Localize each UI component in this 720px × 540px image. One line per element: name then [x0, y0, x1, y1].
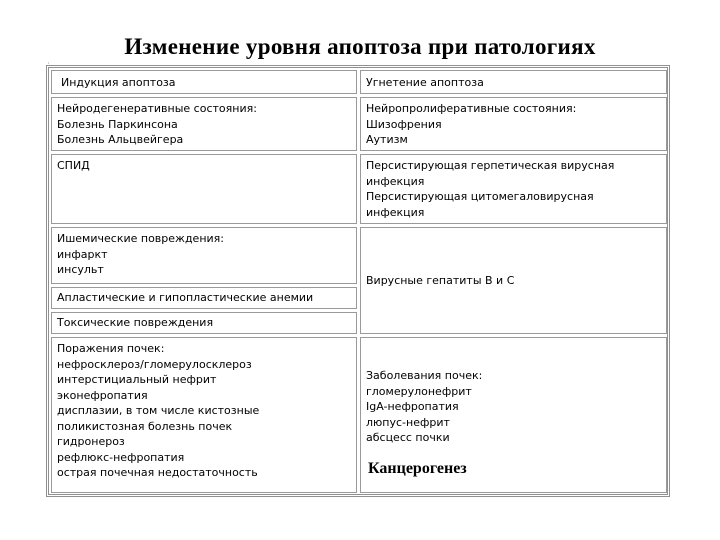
row-neuroproliferative — [360, 97, 667, 151]
header-inhibition — [360, 70, 667, 94]
apoptosis-table — [46, 65, 670, 497]
cell-line: поликистозная болезнь почек — [57, 419, 233, 433]
cell-line: интерстициальный нефрит — [57, 373, 217, 386]
row-persistent-infections — [360, 154, 667, 224]
cell-line: Аутизм — [366, 133, 408, 146]
cell-line: Нейродегенеративные состояния: — [57, 102, 257, 115]
cell-line: Нейропролиферативные состояния: — [366, 102, 577, 115]
cell-line: инфаркт — [57, 247, 108, 261]
row-viral-hepatitis — [360, 227, 667, 334]
header-induction-label: Индукция апоптоза — [61, 76, 176, 89]
cell-line: инсульт — [57, 263, 104, 276]
header-inhibition-label: Угнетение апоптоза — [366, 76, 484, 89]
corner-mark: ′ — [48, 62, 50, 69]
cell-line: IgA-нефропатия — [366, 400, 459, 413]
cell-line: нефросклероз/гломерулосклероз — [57, 357, 252, 371]
row-ischemic — [51, 227, 357, 284]
cell-line: Персистирующая герпетическая вирусная — [366, 159, 615, 172]
cell-line: инфекция — [366, 174, 425, 188]
cell-line: эконефропатия — [57, 388, 148, 402]
row-kidney-lesions — [51, 337, 357, 493]
header-induction — [51, 70, 357, 94]
cell-line: инфекция — [366, 205, 425, 219]
cell-line: гломерулонефрит — [366, 384, 472, 398]
cell-line: Поражения почек: — [57, 342, 165, 355]
cell-line: люпус-нефрит — [366, 415, 450, 429]
cell-line: Токсические повреждения — [57, 316, 214, 330]
cell-line: Заболевания почек: — [366, 369, 483, 382]
cell-line: Болезнь Паркинсона — [57, 117, 178, 131]
carcinogenesis-note: Канцерогенез — [368, 460, 467, 477]
cell-line: Болезнь Альцвейгера — [57, 133, 184, 146]
page-title: Изменение уровня апоптоза при патологиях — [124, 34, 596, 59]
row-toxic — [51, 312, 357, 334]
row-neurodegenerative — [51, 97, 357, 151]
cell-line: СПИД — [57, 159, 90, 172]
cell-line: гидронероз — [57, 435, 125, 448]
cell-line: Персистирующая цитомегаловирусная — [366, 190, 594, 203]
cell-line: Шизофрения — [366, 117, 442, 131]
cell-line: дисплазии, в том числе кистозные — [57, 404, 260, 417]
cell-line: абсцесс почки — [366, 431, 450, 444]
cell-line: рефлюкс-нефропатия — [57, 450, 185, 464]
row-anemias — [51, 287, 357, 309]
cell-line: Ишемические повреждения: — [57, 232, 224, 245]
row-aids — [51, 154, 357, 224]
cell-line: Апластические и гипопластические анемии — [57, 291, 314, 305]
cell-line: Вирусные гепатиты В и С — [366, 273, 515, 287]
cell-line: острая почечная недостаточность — [57, 466, 258, 479]
